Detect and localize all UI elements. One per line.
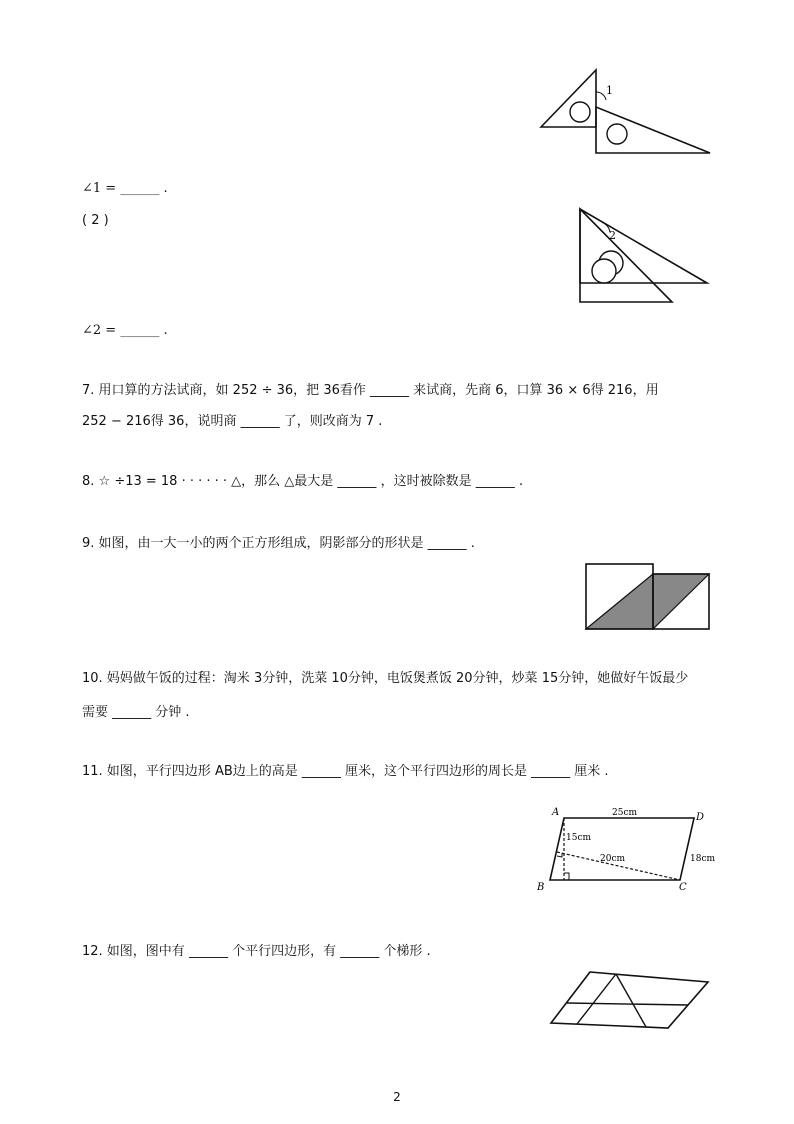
angle-label-1: 1 (606, 84, 613, 97)
q11-line-1: 11. 如图，平行四边形 AB边上的高是 ______ 厘米，这个平行四边形的周长是 ______ 厘米 . (82, 764, 609, 779)
label-right-side: 18cm (690, 854, 716, 864)
q6-answer-line-1: ∠1 = ______ . (82, 181, 168, 196)
label-B: B (537, 882, 545, 893)
angle-arc-1 (596, 92, 606, 100)
set-squares-figure-1 (536, 64, 716, 160)
set-squares-figure-2 (576, 206, 710, 306)
outer-parallelogram (551, 972, 708, 1028)
horizontal-divider (567, 1003, 688, 1005)
q6-answer-line-2: ∠2 = ______ . (82, 323, 168, 338)
triangle-right-side (616, 974, 646, 1027)
label-A: A (552, 807, 560, 818)
triangle-tall (580, 209, 672, 302)
shaded-parallelogram (586, 574, 709, 629)
q9-line-1: 9. 如图，由一大一小的两个正方形组成，阴影部分的形状是 ______ . (82, 536, 475, 551)
label-D: D (696, 812, 705, 823)
two-squares-figure (583, 561, 713, 633)
q12-line-1: 12. 如图，图中有 ______ 个平行四边形，有 ______ 个梯形 . (82, 944, 431, 959)
label-C: C (679, 882, 687, 893)
q10-line-2: 需要 ______ 分钟 . (82, 705, 190, 720)
label-diagonal-height: 20cm (600, 854, 626, 864)
q6-subpart-2-label: ( 2 ) (82, 213, 109, 228)
q7-line-2: 252 − 216得 36，说明商 ______ 了，则改商为 7 . (82, 414, 383, 429)
parallelogram-trapezoid-figure (547, 968, 713, 1032)
label-top-length: 25cm (612, 808, 638, 818)
label-height: 15cm (566, 833, 592, 843)
q10-line-1: 10. 妈妈做午饭的过程：淘米 3分钟，洗菜 10分钟，电饭煲煮饭 20分钟，炒菜 15分钟，她做好午饭最少 (82, 671, 689, 686)
parallelogram (550, 818, 694, 880)
q7-line-1: 7. 用口算的方法试商，如 252 ÷ 36，把 36看作 ______ 来试商，先商 6，口算 36 × 6得 216，用 (82, 383, 659, 398)
triangle-right (596, 107, 710, 153)
parallelogram-figure (532, 800, 722, 896)
angle-label-2: 2 (609, 229, 616, 242)
q8-line-1: 8. ☆ ÷13 = 18 · · · · · · △，那么 △最大是 ______ ，这时被除数是 ______ . (82, 474, 523, 489)
page-number: 2 (393, 1090, 401, 1104)
